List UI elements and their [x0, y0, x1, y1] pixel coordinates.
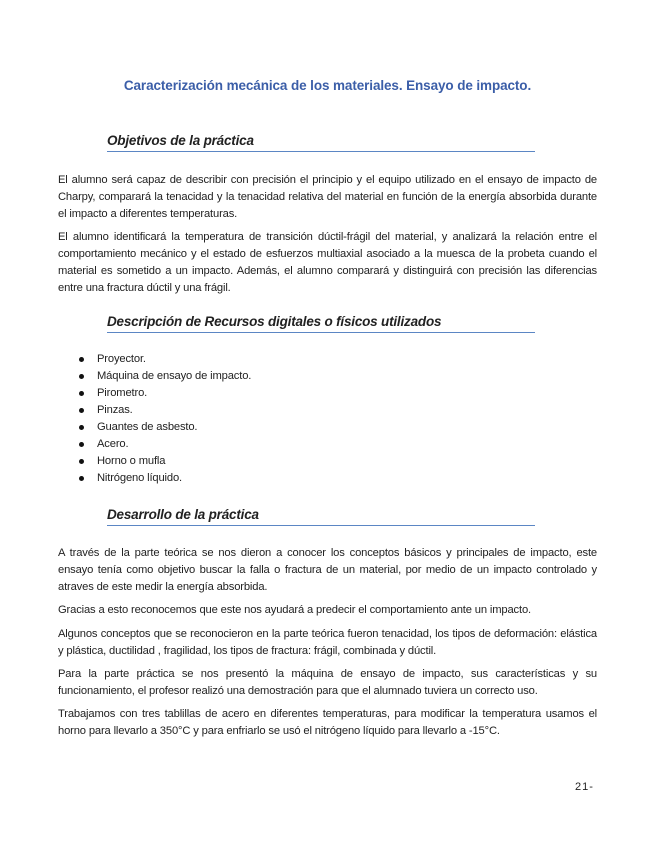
- page-number: 21-: [575, 781, 594, 793]
- heading-recursos: Descripción de Recursos digitales o físicos utilizados: [107, 314, 535, 333]
- bullet-icon: [79, 391, 84, 396]
- bullet-icon: [79, 374, 84, 379]
- list-item: Pirometro.: [58, 385, 251, 402]
- paragraph-desarrollo-2: Gracias a esto reconocemos que este nos ayudará a predecir el comportamiento ante un impacto.: [58, 604, 531, 616]
- heading-objetivos: Objetivos de la práctica: [107, 133, 535, 152]
- paragraph-objetivos-2: El alumno identificará la temperatura de transición dúctil-frágil del material, y analizará la relación entre el comportamiento mecánico y el estado de esfuerzos multiaxial asociado a la muesca de la probeta cuando el material es sometido a un impacto. Además, el alumno comparará y distinguirá con precisión las diferencias entre una fractura dúctil y una frágil.: [58, 231, 597, 294]
- bullet-icon: [79, 476, 84, 481]
- bullet-icon: [79, 408, 84, 413]
- list-item: Pinzas.: [58, 402, 251, 419]
- bullet-icon: [79, 425, 84, 430]
- paragraph-objetivos-1: El alumno será capaz de describir con precisión el principio y el equipo utilizado en el ensayo de impacto de Charpy, comparará la tenacidad y la tenacidad relativa del material en función de la energía absorbida durante el impacto a diferentes temperaturas.: [58, 174, 597, 220]
- paragraph-desarrollo-3: Algunos conceptos que se reconocieron en la parte teórica fueron tenacidad, los tipos de deformación: elástica y plástica, ductilidad , fragilidad, los tipos de fractura: frágil, combinada y dúctil.: [58, 628, 597, 657]
- document-title: Caracterización mecánica de los materiales. Ensayo de impacto.: [123, 78, 532, 93]
- bullet-icon: [79, 357, 84, 362]
- list-item: Horno o mufla: [58, 453, 251, 470]
- paragraph-desarrollo-1: A través de la parte teórica se nos dieron a conocer los conceptos básicos y principales de impacto, este ensayo tenía como objetivo buscar la falla o fractura de un material, por medio de un impacto controlado y atraves de este medir la energía absorbida.: [58, 547, 597, 593]
- paragraph-desarrollo-4: Para la parte práctica se nos presentó la máquina de ensayo de impacto, sus características y su funcionamiento, el profesor realizó una demostración para que el alumnado tuviera un correcto uso.: [58, 668, 597, 697]
- bullet-icon: [79, 459, 84, 464]
- list-item: Proyector.: [58, 351, 251, 368]
- bullet-icon: [79, 442, 84, 447]
- paragraph-desarrollo-5: Trabajamos con tres tablillas de acero en diferentes temperaturas, para modificar la temperatura usamos el horno para llevarlo a 350°C y para enfriarlo se usó el nitrógeno líquido para llevarlo a -15°C.: [58, 708, 597, 737]
- heading-desarrollo: Desarrollo de la práctica: [107, 507, 535, 526]
- list-item: Acero.: [58, 436, 251, 453]
- list-item: Máquina de ensayo de impacto.: [58, 368, 251, 385]
- list-item: Nitrógeno líquido.: [58, 470, 251, 487]
- list-item: Guantes de asbesto.: [58, 419, 251, 436]
- resources-list: [58, 351, 251, 487]
